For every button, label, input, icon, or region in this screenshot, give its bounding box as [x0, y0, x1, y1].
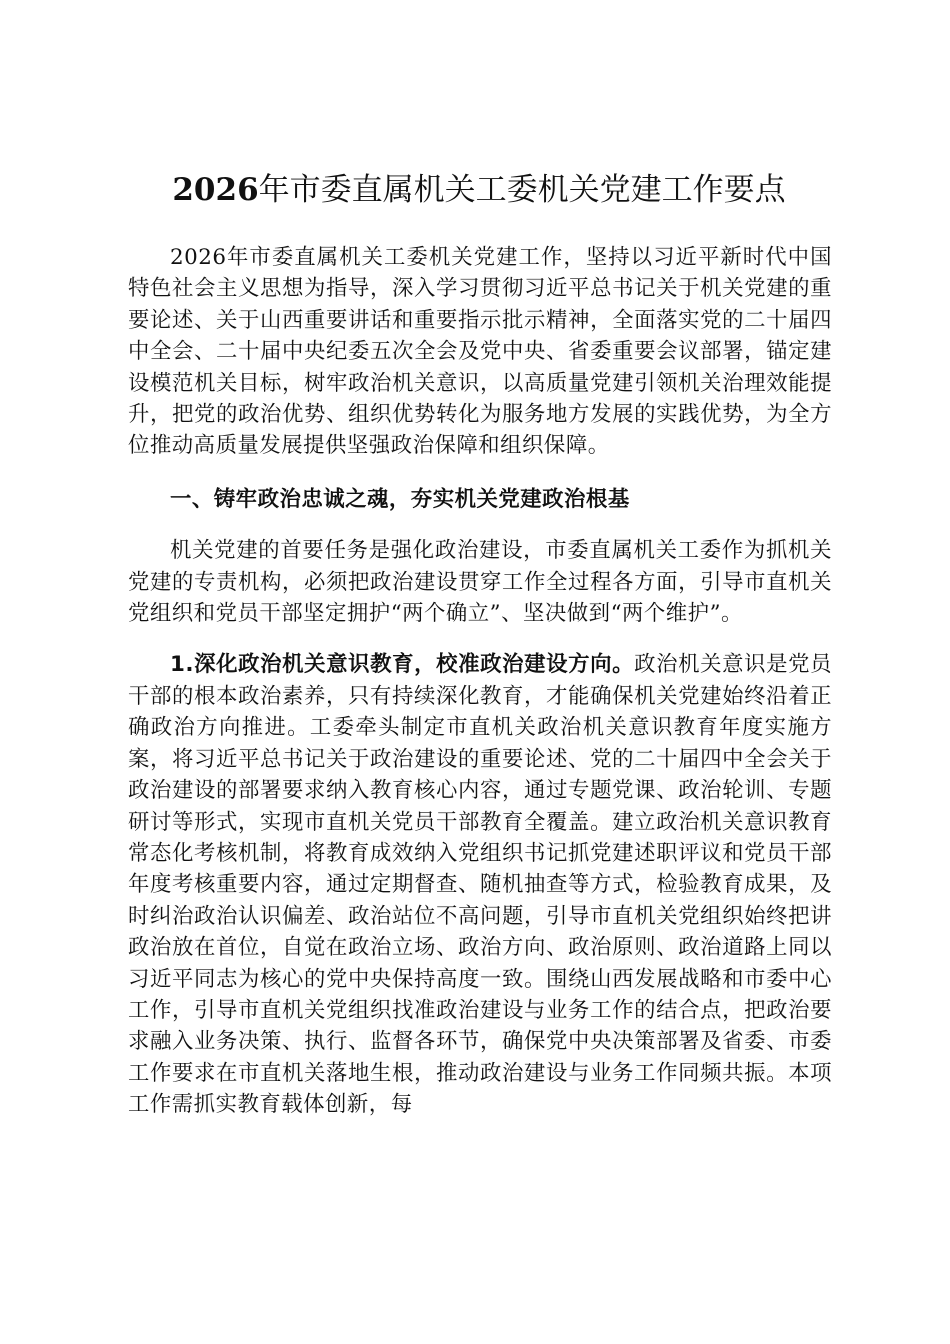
page-title [126, 164, 832, 216]
title-text: 年市委直属机关工委机关党建工作要点 [258, 172, 786, 208]
intro-paragraph: 2026年市委直属机关工委机关党建工作，坚持以习近平新时代中国特色社会主义思想为指导，深入学习贯彻习近平总书记关于机关党建的重要论述、关于山西重要讲话和重要指示批示精神，全面落实党的二十届四中全会、二十届中央纪委五次全会及党中央、省委重要会议部署，锚定建设模范机关目标，树牢政治机关意识，以高质量党建引领机关治理效能提升，把党的政治优势、组织优势转化为服务地方发展的实践优势，为全方位推动高质量发展提供坚强政治保障和组织保障。 [128, 245, 832, 459]
item-paragraph [128, 649, 832, 1120]
title-year: 2026 [172, 172, 259, 208]
paragraph-spacer [128, 629, 832, 649]
item-body-text: 政治机关意识是党员干部的根本政治素养，只有持续深化教育，才能确保机关党建始终沿着正确政治方向推进。工委牵头制定市直机关政治机关意识教育年度实施方案，将习近平总书记关于政治建设的重要论述、党的二十届四中全会关于政治建设的部署要求纳入教育核心内容，通过专题党课、政治轮训、专题研讨等形式，实现市直机关党员干部教育全覆盖。建立政治机关意识教育常态化考核机制，将教育成效纳入党组织书记抓党建述职评议和党员干部年度考核重要内容，通过定期督查、随机抽查等方式，检验教育成果，及时纠治政治认识偏差、政治站位不高问题，引导市直机关党组织始终把讲政治放在首位，自觉在政治立场、政治方向、政治原则、政治道路上同以习近平同志为核心的党中央保持高度一致。围绕山西发展战略和市委中心工作，引导市直机关党组织找准政治建设与业务工作的结合点，把政治要求融入业务决策、执行、监督各环节，确保党中央决策部署及省委、市委工作要求在市直机关落地生根，推动政治建设与业务工作同频共振。本项工作需抓实教育载体创新，每 [128, 652, 832, 1118]
item-lead-text: 1.深化政治机关意识教育，校准政治建设方向。 [170, 652, 635, 678]
document-page [128, 164, 832, 1121]
section-heading: 一、铸牢政治忠诚之魂，夯实机关党建政治根基 [170, 486, 630, 512]
section-intro-paragraph: 机关党建的首要任务是强化政治建设，市委直属机关工委作为抓机关党建的专责机构，必须把政治建设贯穿工作全过程各方面，引导市直机关党组织和党员干部坚定拥护“两个确立”、坚决做到“两个维护”。 [128, 538, 832, 627]
